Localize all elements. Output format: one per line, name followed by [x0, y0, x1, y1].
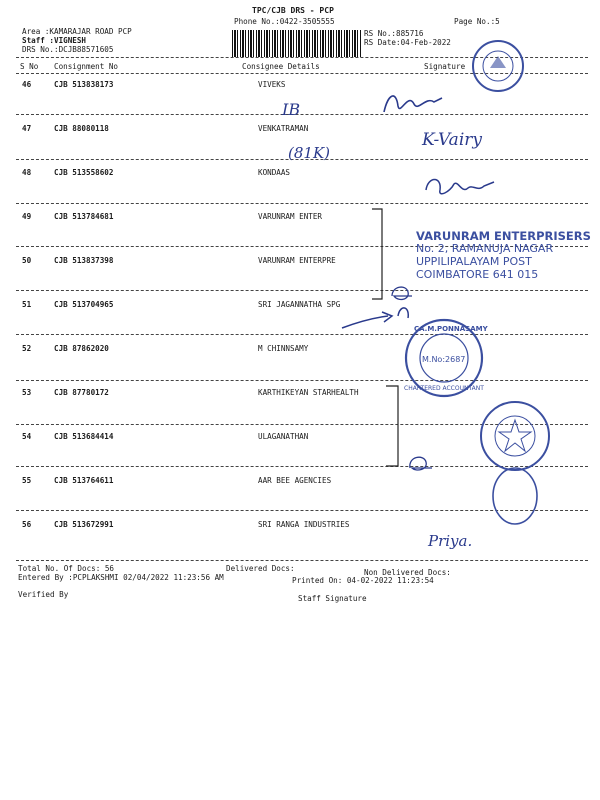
signature-48 — [422, 172, 502, 202]
varunram-stamp-line1: VARUNRAM ENTERPRISERS — [416, 229, 591, 243]
row-consignment: CJB 87780172 — [54, 388, 109, 397]
row-sno: 46 — [22, 80, 32, 89]
row-sno: 48 — [22, 168, 32, 177]
signature-56: Priya. — [428, 532, 473, 550]
row-divider — [16, 290, 588, 291]
col-consignment: Consignment No — [54, 62, 119, 71]
ca-stamp-center: M.No:2687 — [422, 355, 466, 364]
printed-on: Printed On: 04-02-2022 11:23:54 — [292, 576, 434, 585]
row-consignment: CJB 87862020 — [54, 344, 109, 353]
row-sno: 50 — [22, 256, 32, 265]
row-consignment: CJB 513558602 — [54, 168, 114, 177]
signature-51 — [338, 300, 418, 340]
row-sno: 51 — [22, 300, 32, 309]
rs-number: RS No.:885716 — [364, 29, 424, 38]
row-consignee: KONDAAS — [258, 168, 291, 177]
ca-stamp-ring-text: CA.M.PONNASAMY — [414, 325, 488, 333]
area-label: Area :KAMARAJAR ROAD PCP — [22, 27, 132, 36]
row-sno: 54 — [22, 432, 32, 441]
rs-date: RS Date:04-Feb-2022 — [364, 38, 451, 47]
row-consignee: AAR BEE AGENCIES — [258, 476, 332, 485]
signature-46 — [378, 86, 448, 120]
row-divider — [16, 380, 588, 381]
row-consignment: CJB 513684414 — [54, 432, 114, 441]
mark-50 — [388, 280, 418, 304]
row-divider — [16, 203, 588, 204]
row-consignee: SRI JAGANNATHA SPG — [258, 300, 341, 309]
mark-54 — [404, 450, 438, 474]
varunram-stamp-line3: UPPILIPALAYAM POST — [416, 255, 532, 268]
delivered-docs: Delivered Docs: — [226, 564, 295, 573]
sheet-title: TPC/CJB DRS - PCP — [252, 6, 334, 15]
round-stamp-top — [470, 38, 526, 94]
total-docs: Total No. Of Docs: 56 — [18, 564, 115, 573]
footer-divider — [16, 560, 588, 561]
drs-number: DRS No.:DCJB88571605 — [22, 45, 114, 54]
row-sno: 53 — [22, 388, 32, 397]
row-consignment: CJB 513704965 — [54, 300, 114, 309]
row-consignee: VARUNRAM ENTERPRE — [258, 256, 336, 265]
row-sno: 55 — [22, 476, 32, 485]
signature-47: K-Vairy — [422, 130, 482, 150]
row-consignment: CJB 513837398 — [54, 256, 114, 265]
row-divider — [16, 334, 588, 335]
row-consignee: M CHINNSAMY — [258, 344, 309, 353]
row-consignee: VARUNRAM ENTER — [258, 212, 323, 221]
row-consignee: VIVEKS — [258, 80, 286, 89]
row-consignee: VENKATRAMAN — [258, 124, 309, 133]
handwritten-note-48: (81K) — [288, 144, 330, 162]
row-consignee: SRI RANGA INDUSTRIES — [258, 520, 350, 529]
barcode — [232, 30, 362, 57]
varunram-stamp-line2: No. 2, RAMANUJA NAGAR — [416, 242, 554, 255]
insurance-round-stamp — [474, 398, 556, 528]
row-divider — [16, 114, 588, 115]
staff-signature-label: Staff Signature — [298, 594, 367, 603]
row-consignee: KARTHIKEYAN STARHEALTH — [258, 388, 359, 397]
staff-label: Staff :VIGNESH — [22, 36, 87, 45]
col-sno: S No — [20, 62, 39, 71]
row-consignment: CJB 88080118 — [54, 124, 109, 133]
row-sno: 49 — [22, 212, 32, 221]
entered-by: Entered By :PCPLAKSHMI 02/04/2022 11:23:56 AM — [18, 573, 224, 582]
col-consignee: Consignee Details — [242, 62, 320, 71]
row-consignment: CJB 513838173 — [54, 80, 114, 89]
page-number: Page No.:5 — [454, 17, 500, 26]
non-delivered-docs: Non Delivered Docs: — [364, 568, 451, 577]
col-signature: Signature — [424, 62, 466, 71]
row-sno: 47 — [22, 124, 32, 133]
row-consignee: ULAGANATHAN — [258, 432, 309, 441]
verified-by: Verified By — [18, 590, 69, 599]
row-consignment: CJB 513784681 — [54, 212, 114, 221]
row-sno: 52 — [22, 344, 32, 353]
phone-number: Phone No.:0422-3505555 — [234, 17, 335, 26]
handwritten-note-47: IB — [282, 100, 301, 119]
row-consignment: CJB 513672991 — [54, 520, 114, 529]
row-sno: 56 — [22, 520, 32, 529]
varunram-stamp-line4: COIMBATORE 641 015 — [416, 268, 539, 281]
row-consignment: CJB 513764611 — [54, 476, 114, 485]
ca-stamp-bottom: CHARTERED ACCOUNTANT — [404, 385, 484, 392]
